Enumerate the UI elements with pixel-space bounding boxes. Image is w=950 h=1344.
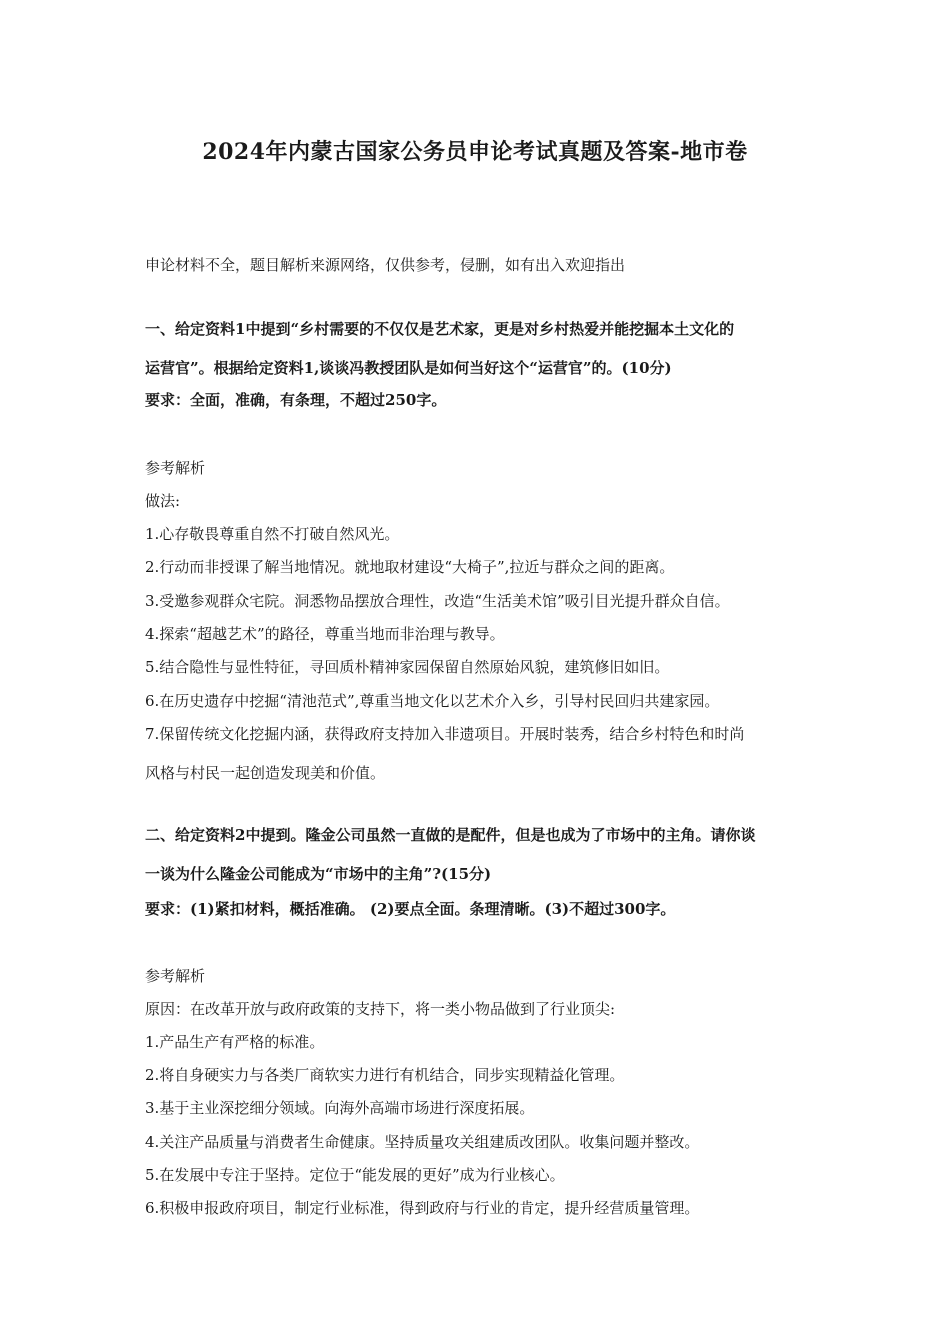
q2-answer-lead: 原因：在改革开放与政府政策的支持下，将一类小物品做到了行业顶尖: [145,1000,616,1018]
q2-answer-item: 6.积极申报政府项目，制定行业标准，得到政府与行业的肯定，提升经营质量管理。 [145,1199,700,1217]
q1-answer-item: 1.心存敬畏尊重自然不打破自然风光。 [145,525,400,543]
q1-requirement: 要求：全面，准确，有条理，不超过250字。 [145,391,447,409]
q1-answer-item: 5.结合隐性与显性特征，寻回质朴精神家园保留自然原始风貌，建筑修旧如旧。 [145,658,670,676]
q1-answer-item: 7.保留传统文化挖掘内涵，获得政府支持加入非遗项目。开展时装秀，结合乡村特色和时尚 [145,725,745,743]
q1-reference-heading: 参考解析 [145,459,206,477]
document-title: 2024年内蒙古国家公务员申论考试真题及答案-地市卷 [202,139,748,165]
q2-answer-item: 1.产品生产有严格的标准。 [145,1033,325,1051]
q1-answer-item: 3.受邀参观群众宅院。洞悉物品摆放合理性，改造“生活美术馆”吸引目光提升群众自信。 [145,592,730,610]
q2-prompt-line1: 二、给定资料2中提到。隆金公司虽然一直做的是配件，但是也成为了市场中的主角。请你谈 [145,826,756,844]
q1-answer-item: 4.探索“超越艺术”的路径，尊重当地而非治理与教导。 [145,625,505,643]
q2-reference-heading: 参考解析 [145,967,206,985]
q1-answer-item: 2.行动而非授课了解当地情况。就地取材建设“大椅子”,拉近与群众之间的距离。 [145,558,675,576]
q2-prompt-line2: 一谈为什么隆金公司能成为“市场中的主角”?(15分) [145,865,492,883]
q2-answer-item: 2.将自身硬实力与各类厂商软实力进行有机结合，同步实现精益化管理。 [145,1066,625,1084]
q1-answer-item: 6.在历史遗存中挖掘“清池范式”,尊重当地文化以艺术介入乡，引导村民回归共建家园。 [145,692,720,710]
q1-answer-item-continued: 风格与村民一起创造发现美和价值。 [145,764,386,782]
disclaimer-note: 申论材料不全，题目解析来源网络，仅供参考，侵删，如有出入欢迎指出 [145,256,626,274]
q2-answer-item: 3.基于主业深挖细分领域。向海外高端市场进行深度拓展。 [145,1099,535,1117]
q2-answer-item: 5.在发展中专注于坚持。定位于“能发展的更好”成为行业核心。 [145,1166,565,1184]
q1-answer-lead: 做法: [145,492,181,510]
q2-requirement: 要求：(1)紧扣材料，概括准确。 (2)要点全面。条理清晰。(3)不超过300字。 [145,900,676,918]
q2-answer-item: 4.关注产品质量与消费者生命健康。坚持质量攻关组建质改团队。收集问题并整改。 [145,1133,700,1151]
q1-prompt-line2: 运营官”。根据给定资料1,谈谈冯教授团队是如何当好这个“运营官”的。(10分) [145,359,672,377]
q1-prompt-line1: 一、给定资料1中提到“乡村需要的不仅仅是艺术家，更是对乡村热爱并能挖掘本土文化的 [145,320,735,338]
